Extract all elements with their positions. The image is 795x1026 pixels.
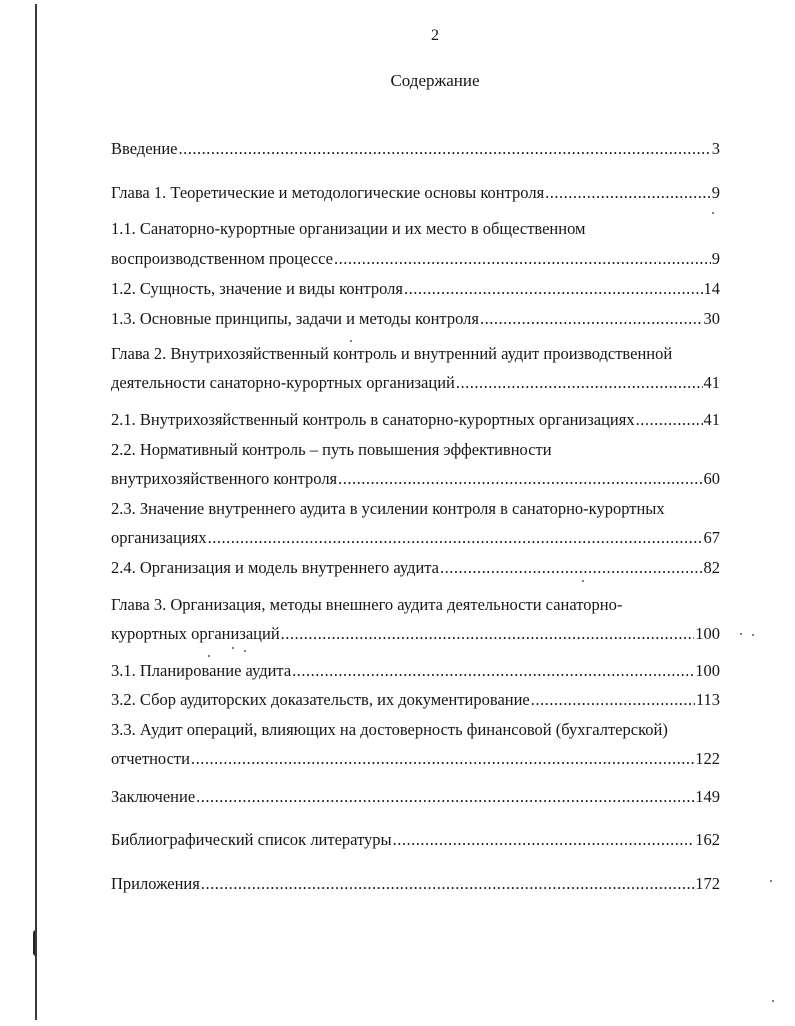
toc-page-number: 122 [695,749,720,768]
toc-entry-3-3 [111,749,720,769]
toc-entry-3-3-line1: 3.3. Аудит операций, влияющих на достоверность финансовой (бухгалтерской) [111,720,668,739]
toc-entry-2-2 [111,469,720,489]
toc-entry-title: организациях [111,528,207,547]
toc-entry-1-2 [111,279,720,299]
toc-entry-chapter-1 [111,183,720,203]
scan-speck [712,212,714,214]
toc-leader-dots [196,787,694,807]
toc-page-number: 30 [703,309,720,328]
scan-speck [582,580,584,582]
toc-entry-title: Заключение [111,787,196,806]
toc-page-number: 60 [703,469,720,488]
toc-leader-dots [456,373,703,393]
toc-entry-title: 1.3. Основные принципы, задачи и методы контроля [111,309,479,328]
toc-entry-conclusion [111,787,720,807]
toc-leader-dots [338,469,702,489]
toc-page-number: 9 [711,249,720,268]
toc-leader-dots [281,624,695,644]
toc-entry-1-1 [111,249,720,269]
scan-left-edge [35,4,37,1020]
toc-leader-dots [480,309,703,329]
scan-speck [770,880,772,882]
toc-entry-3-2 [111,690,720,710]
scan-speck [772,1000,774,1002]
toc-leader-dots [292,661,694,681]
toc-page-number: 3 [711,139,720,158]
toc-leader-dots [208,528,703,548]
toc-page-number: 162 [695,830,720,849]
page-title: Содержание [390,71,480,90]
toc-entry-chapter-2 [111,373,720,393]
toc-entry-chapter-3-line1: Глава 3. Организация, методы внешнего аудита деятельности санаторно- [111,595,623,614]
toc-leader-dots [440,558,702,578]
toc-entry-intro [111,139,720,159]
toc-page-number: 82 [703,558,720,577]
toc-entry-2-4 [111,558,720,578]
toc-entry-appendix [111,874,720,894]
toc-page-number: 149 [695,787,720,806]
toc-page-number: 100 [695,624,720,643]
toc-page-number: 67 [703,528,720,547]
scan-speck [232,647,234,649]
toc-entry-chapter-3 [111,624,720,644]
scan-speck [208,655,210,657]
toc-entry-2-1 [111,410,720,430]
toc-entry-2-3-line1: 2.3. Значение внутреннего аудита в усилении контроля в санаторно-курортных [111,499,665,518]
page-number: 2 [431,27,439,44]
scan-speck [752,634,754,636]
toc-leader-dots [636,410,703,430]
toc-entry-title: Библиографический список литературы [111,830,392,849]
toc-entry-title: Приложения [111,874,200,893]
toc-entry-title: отчетности [111,749,190,768]
toc-page-number: 100 [695,661,720,680]
toc-entry-title: 3.2. Сбор аудиторских доказательств, их документирование [111,690,530,709]
toc-leader-dots [179,139,711,159]
toc-entry-bibliography [111,830,720,850]
toc-page-number: 14 [703,279,720,298]
scan-speck [350,340,352,342]
scan-speck [740,633,742,635]
toc-entry-title: 2.1. Внутрихозяйственный контроль в санаторно-курортных организациях [111,410,635,429]
toc-entry-1-3 [111,309,720,329]
toc-leader-dots [334,249,711,269]
toc-leader-dots [393,830,695,850]
toc-entry-3-1 [111,661,720,681]
toc-entry-title: 2.4. Организация и модель внутреннего аудита [111,558,440,577]
toc-leader-dots [531,690,695,710]
toc-entry-title: курортных организаций [111,624,280,643]
toc-leader-dots [191,749,694,769]
toc-page-number: 41 [703,373,720,392]
toc-entry-2-3 [111,528,720,548]
toc-page-number: 9 [711,183,720,202]
toc-entry-2-2-line1: 2.2. Нормативный контроль – путь повышения эффективности [111,440,552,459]
toc-entry-title: внутрихозяйственного контроля [111,469,338,488]
toc-entry-title: Введение [111,139,178,158]
toc-leader-dots [545,183,711,203]
toc-entry-title: воспроизводственном процессе [111,249,333,268]
toc-entry-chapter-2-line1: Глава 2. Внутрихозяйственный контроль и внутренний аудит производственной [111,344,673,363]
scan-speck [244,650,246,652]
toc-leader-dots [201,874,694,894]
toc-leader-dots [404,279,703,299]
toc-page-number: 172 [695,874,720,893]
toc-entry-title: 3.1. Планирование аудита [111,661,292,680]
toc-entry-title: деятельности санаторно-курортных организаций [111,373,455,392]
toc-page-number: 113 [695,690,720,709]
toc-entry-title: 1.2. Сущность, значение и виды контроля [111,279,403,298]
scan-binding-mark [33,930,39,956]
toc-entry-1-1-line1: 1.1. Санаторно-курортные организации и их место в общественном [111,219,586,238]
toc-entry-title: Глава 1. Теоретические и методологические основы контроля [111,183,545,202]
toc-page-number: 41 [703,410,720,429]
